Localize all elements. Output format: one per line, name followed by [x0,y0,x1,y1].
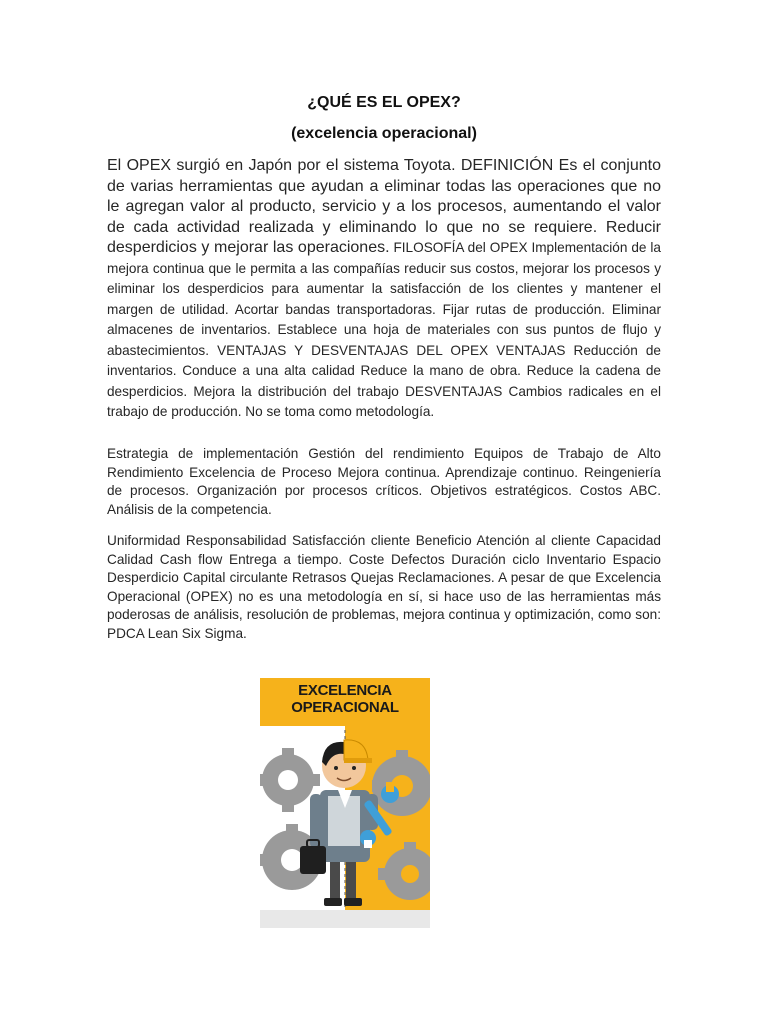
cover-image [260,678,430,928]
paragraph-intro-lead: El OPEX surgió en Japón por el sistema Toyota. DEFINICIÓN Es el conjunto de varias herramientas que ayudan a eliminar todas las operaciones que no le agregan valor al producto, servicio y a los procesos, aumentando el valor de cada actividad realizada y eliminando lo que no se requiere. Reducir desperdicios y mejorar las operaciones. [107,157,661,256]
document-title: ¿QUÉ ES EL OPEX? [307,94,461,111]
document-subtitle: (excelencia operacional) [291,125,477,142]
paragraph-strategy: Estrategia de implementación Gestión del rendimiento Equipos de Trabajo de Alto Rendimiento Excelencia de Proceso Mejora continua. Aprendizaje continuo. Reingeniería de procesos. Organización por procesos críticos. Objetivos estratégicos. Costos ABC. Análisis de la competencia. [107,446,661,517]
cover-title-line1: EXCELENCIA [298,682,392,699]
paragraph-intro-tail: FILOSOFÍA del OPEX Implementación de la mejora continua que le permita a las compañías reducir sus costos, mejorar los procesos y eliminar los desperdicios para aumentar la satisfacción de los clientes y mantener el margen de utilidad. Acortar bandas transportadoras. Fijar rutas de producción. Eliminar almacenes de inventarios. Establece una hoja de materiales con sus puntos de flujo y abastecimientos. VENTAJAS Y DESVENTAJAS DEL OPEX VENTAJAS Reducción de inventarios. Conduce a una alta calidad Reduce la mano de obra. Reduce la cadena de desperdicios. Mejora la distribución del trabajo DESVENTAJAS Cambios radicales en el trabajo de producción. No se toma como metodología. [107,240,661,419]
paragraph-uniformity: Uniformidad Responsabilidad Satisfacción cliente Beneficio Atención al cliente Capacidad Calidad Cash flow Entrega a tiempo. Coste Defectos Duración ciclo Inventario Espacio Desperdicio Capital circulante Retrasos Quejas Reclamaciones. A pesar de que Excelencia Operacional (OPEX) no es una metodología en sí, si hace uso de las herramientas más poderosas de análisis, resolución de problemas, mejora continua y optimización, como son: PDCA Lean Six Sigma. [107,533,661,641]
paragraph-intro [107,156,661,423]
cover-title-line2: OPERACIONAL [291,699,399,716]
